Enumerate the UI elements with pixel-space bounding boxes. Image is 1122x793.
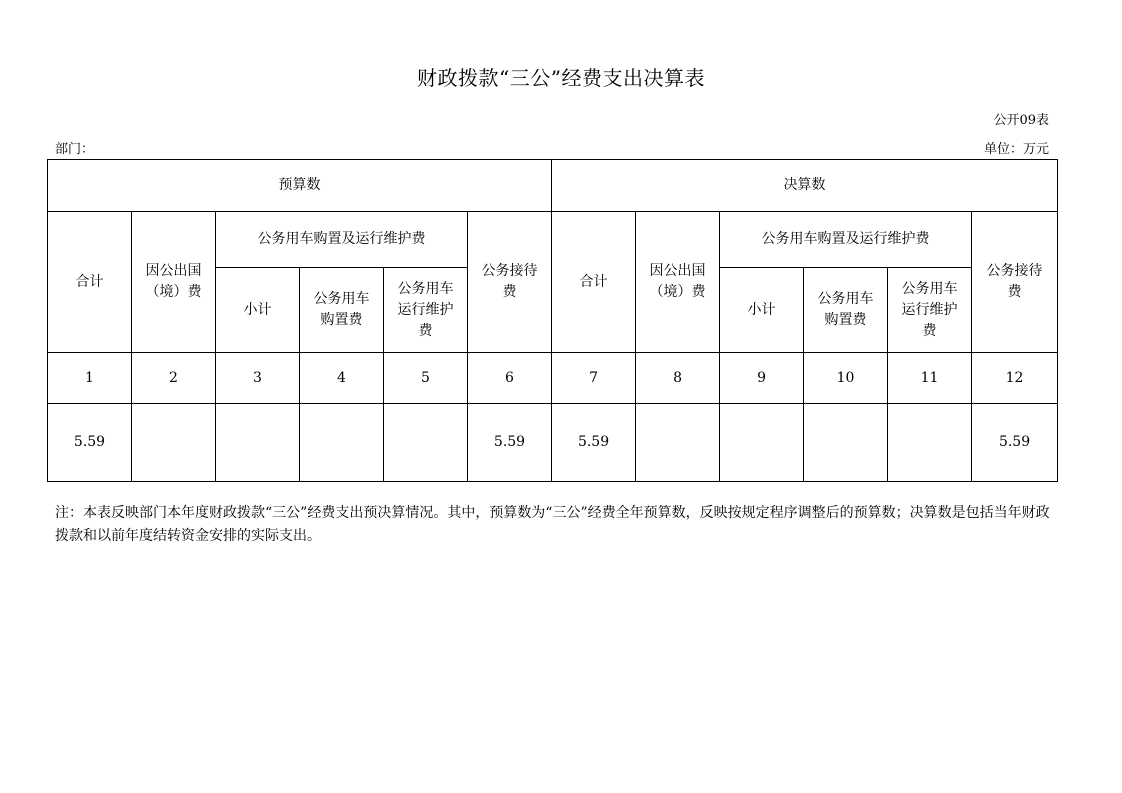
- final-vehicle-purchase-header: 公务用车 购置费: [804, 268, 888, 353]
- column-number: 5: [384, 353, 468, 404]
- page-title: 财政拨款“三公”经费支出决算表: [417, 66, 705, 90]
- budget-abroad-header: 因公出国 （境）费: [132, 212, 216, 353]
- final-vehicle-operation-header: 公务用车 运行维护 费: [888, 268, 972, 353]
- budget-abroad-value: [132, 404, 216, 482]
- value-row: [48, 404, 1058, 482]
- final-vehicle-group-header: 公务用车购置及运行维护费: [720, 212, 972, 268]
- budget-vehicle-operation-value: [384, 404, 468, 482]
- final-vehicle-purchase-value: [804, 404, 888, 482]
- footnote: 注：本表反映部门本年度财政拨款“三公”经费支出预决算情况。其中，预算数为“三公”经费全年预算数，反映按规定程序调整后的预算数；决算数是包括当年财政拨款和以前年度结转资金安排的实际支出。: [55, 505, 1050, 544]
- budget-vehicle-purchase-header: 公务用车 购置费: [300, 268, 384, 353]
- budget-vehicle-subtotal-header: 小计: [216, 268, 300, 353]
- budget-vehicle-group-header: 公务用车购置及运行维护费: [216, 212, 468, 268]
- column-number: 8: [636, 353, 720, 404]
- column-number-row: [48, 353, 1058, 404]
- column-number: 10: [804, 353, 888, 404]
- budget-vehicle-purchase-value: [300, 404, 384, 482]
- expenditure-table: [47, 159, 1058, 482]
- budget-reception-value: 5.59: [468, 404, 552, 482]
- final-vehicle-subtotal-header: 小计: [720, 268, 804, 353]
- final-vehicle-subtotal-value: [720, 404, 804, 482]
- column-number: 3: [216, 353, 300, 404]
- column-number: 9: [720, 353, 804, 404]
- header-row-middle: [48, 212, 1058, 268]
- budget-vehicle-operation-header: 公务用车 运行维护 费: [384, 268, 468, 353]
- form-number: 公开09表: [993, 113, 1049, 128]
- budget-vehicle-subtotal-value: [216, 404, 300, 482]
- column-number: 4: [300, 353, 384, 404]
- header-row-top: [48, 160, 1058, 212]
- final-total-header: 合计: [552, 212, 636, 353]
- column-number: 7: [552, 353, 636, 404]
- final-vehicle-operation-value: [888, 404, 972, 482]
- final-reception-value: 5.59: [972, 404, 1058, 482]
- budget-total-header: 合计: [48, 212, 132, 353]
- final-total-value: 5.59: [552, 404, 636, 482]
- budget-header: 预算数: [48, 160, 552, 212]
- column-number: 11: [888, 353, 972, 404]
- final-abroad-header: 因公出国 （境）费: [636, 212, 720, 353]
- unit-label: 单位：万元: [983, 142, 1049, 157]
- column-number: 2: [132, 353, 216, 404]
- budget-total-value: 5.59: [48, 404, 132, 482]
- column-number: 12: [972, 353, 1058, 404]
- column-number: 6: [468, 353, 552, 404]
- budget-reception-header: 公务接待 费: [468, 212, 552, 353]
- column-number: 1: [48, 353, 132, 404]
- final-header: 决算数: [552, 160, 1058, 212]
- final-reception-header: 公务接待 费: [972, 212, 1058, 353]
- department-label: 部门：: [55, 142, 95, 157]
- final-abroad-value: [636, 404, 720, 482]
